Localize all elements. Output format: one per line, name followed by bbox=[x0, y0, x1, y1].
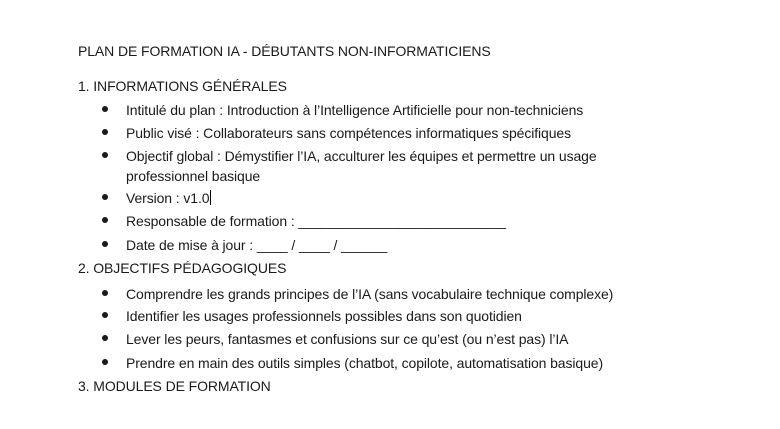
list-item bbox=[0, 330, 780, 350]
bullet-icon bbox=[102, 290, 108, 296]
bullet-icon bbox=[102, 106, 108, 112]
list-item bbox=[0, 147, 780, 187]
bullet-icon bbox=[102, 359, 108, 365]
list-item-text: Objectif global : Démystifier l’IA, acculturer les équipes et permettre un usage professionnel basique bbox=[126, 148, 597, 184]
document-title: PLAN DE FORMATION IA - DÉBUTANTS NON-INFORMATICIENS bbox=[78, 43, 491, 59]
list-item-text: Public visé : Collaborateurs sans compétences informatiques spécifiques bbox=[126, 125, 572, 141]
bullet-icon bbox=[102, 152, 108, 158]
bullet-icon bbox=[102, 194, 108, 200]
list-item-text: Prendre en main des outils simples (chatbot, copilote, automatisation basique) bbox=[126, 355, 604, 371]
list-item-text: Comprendre les grands principes de l’IA (sans vocabulaire technique complexe) bbox=[126, 286, 614, 302]
list-item-text: Intitulé du plan : Introduction à l’Intelligence Artificielle pour non-techniciens bbox=[126, 102, 584, 118]
list-item-text: Date de mise à jour : ____ / ____ / ______ bbox=[126, 237, 388, 253]
list-item-version[interactable] bbox=[126, 189, 211, 207]
bullet-icon bbox=[102, 335, 108, 341]
bullet-icon bbox=[102, 241, 108, 247]
list-item bbox=[0, 101, 780, 121]
list-item bbox=[0, 212, 780, 232]
section-heading-modules: 3. MODULES DE FORMATION bbox=[78, 378, 271, 394]
list-item bbox=[0, 285, 780, 305]
list-item bbox=[0, 189, 780, 209]
list-item bbox=[0, 124, 780, 144]
text-cursor bbox=[210, 190, 211, 205]
section-heading-objectives: 2. OBJECTIFS PÉDAGOGIQUES bbox=[78, 260, 287, 276]
list-item-text: Identifier les usages professionnels possibles dans son quotidien bbox=[126, 308, 522, 324]
bullet-icon bbox=[102, 129, 108, 135]
list-item-text: Version : v1.0 bbox=[126, 190, 210, 206]
list-item bbox=[0, 354, 780, 374]
bullet-icon bbox=[102, 217, 108, 223]
list-item-text: Responsable de formation : ___________________________ bbox=[126, 213, 506, 229]
section-heading-general-info: 1. INFORMATIONS GÉNÉRALES bbox=[78, 78, 287, 94]
list-item-text: Lever les peurs, fantasmes et confusions sur ce qu’est (ou n’est pas) l’IA bbox=[126, 331, 569, 347]
list-item bbox=[0, 307, 780, 327]
list-item bbox=[0, 236, 780, 256]
bullet-icon bbox=[102, 312, 108, 318]
